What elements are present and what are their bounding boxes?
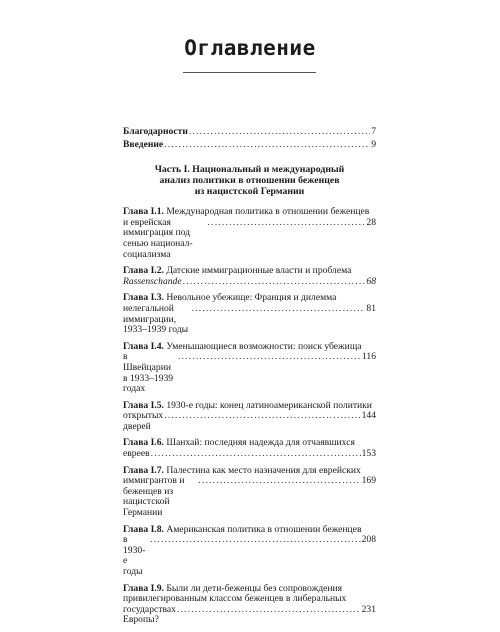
- toc-page-number: 231: [361, 603, 376, 615]
- toc-page-number: 81: [366, 302, 376, 314]
- toc-page-number: 28: [366, 216, 376, 228]
- chapter-title-line: Невольное убежище: Франция и дилемма: [166, 292, 337, 304]
- chapter-title-line: в 1930-е годы: [123, 534, 146, 577]
- dot-leader: [150, 535, 361, 546]
- table-of-contents: [123, 127, 376, 632]
- title-divider: [183, 72, 316, 73]
- chapter-label: Глава I.6.: [123, 437, 164, 449]
- dot-leader: [183, 277, 366, 288]
- toc-page-number: 68: [366, 275, 376, 287]
- toc-entry-chapter-1-7[interactable]: [123, 466, 376, 519]
- toc-page-number: 208: [361, 534, 376, 546]
- chapter-title-line: Американская политика в отношении беженцев: [166, 523, 362, 535]
- toc-page-number: 7: [371, 126, 376, 137]
- chapter-title-line: Уменьшающиеся возможности: поиск убежища: [166, 340, 362, 352]
- chapter-title-line: привилегированным классом беженцев в либеральных: [123, 593, 347, 605]
- chapter-title-line: иммигрантов и беженцев из нацистской Германии: [123, 475, 185, 519]
- toc-entry-acknowledgements[interactable]: [123, 127, 376, 138]
- dot-leader: [164, 411, 360, 422]
- chapter-title-line: евреев: [123, 448, 150, 460]
- chapter-label: Глава I.9.: [123, 582, 164, 594]
- dot-leader: [198, 476, 360, 487]
- toc-entry-chapter-1-8[interactable]: [123, 525, 376, 578]
- part-heading-line: Часть I. Национальный и международный: [154, 164, 345, 176]
- part-heading-line: анализ политики в отношении беженцев: [159, 175, 340, 187]
- chapter-title-line: в Швейцарии в 1933–1939 годах: [123, 351, 174, 395]
- chapter-title-line: Шанхай: последняя надежда для отчаявшихся: [166, 437, 355, 449]
- chapter-title-line: Датские иммиграционные власти и проблема: [166, 265, 352, 277]
- toc-entry-label: Введение: [123, 138, 164, 150]
- toc-entry-chapter-1-2[interactable]: [123, 266, 376, 287]
- toc-entry-chapter-1-4[interactable]: [123, 342, 376, 395]
- toc-page-number: 9: [371, 138, 376, 150]
- toc-entry-chapter-1-9[interactable]: [123, 584, 376, 626]
- chapter-title-line: Палестина как место назначения для еврейских: [166, 464, 361, 476]
- chapter-label: Глава I.5.: [123, 399, 164, 411]
- chapter-title-line: открытых дверей: [123, 410, 164, 432]
- dot-leader: [164, 140, 370, 151]
- part-heading-line: из нацистской Германии: [194, 186, 305, 198]
- chapter-label: Глава I.2.: [123, 265, 164, 277]
- chapter-label: Глава I.1.: [123, 206, 164, 218]
- toc-entry-chapter-1-6[interactable]: [123, 438, 376, 459]
- chapter-label: Глава I.4.: [123, 340, 164, 352]
- chapter-title-line: и еврейская иммиграция под сенью национал-социализма: [123, 216, 193, 260]
- chapter-title-line: Были ли дети-беженцы без сопровождения: [166, 582, 343, 594]
- toc-page-number: 169: [361, 475, 376, 487]
- chapter-title-line: государствах Европы?: [123, 603, 176, 626]
- toc-entry-chapter-1-1[interactable]: [123, 207, 376, 260]
- toc-page-number: 144: [361, 410, 376, 422]
- dot-leader: [151, 449, 361, 460]
- chapter-label: Глава I.8.: [123, 523, 164, 535]
- dot-leader: [178, 352, 361, 363]
- chapter-title-line: 1930-е годы: конец латиноамериканской политики: [166, 399, 372, 411]
- toc-entry-chapter-1-5[interactable]: [123, 401, 376, 433]
- dot-leader: [177, 605, 361, 616]
- dot-leader: [208, 218, 366, 229]
- chapter-title-line: нелегальной иммиграции, 1933–1939 годы: [123, 302, 189, 336]
- toc-entry-label: Благодарности: [123, 126, 188, 137]
- toc-page-number: 153: [361, 448, 376, 460]
- toc-page-number: 116: [361, 351, 376, 363]
- chapter-label: Глава I.3.: [123, 292, 164, 304]
- chapter-title-line: Международная политика в отношении беженцев: [166, 206, 370, 218]
- chapter-title-line: Rassenschande: [123, 275, 182, 287]
- dot-leader: [189, 127, 370, 138]
- toc-entry-introduction[interactable]: [123, 140, 376, 151]
- toc-entry-chapter-1-3[interactable]: [123, 293, 376, 335]
- chapter-label: Глава I.7.: [123, 464, 164, 476]
- page-title: Оглавление: [184, 36, 316, 60]
- part-heading: [127, 164, 372, 197]
- dot-leader: [192, 304, 366, 315]
